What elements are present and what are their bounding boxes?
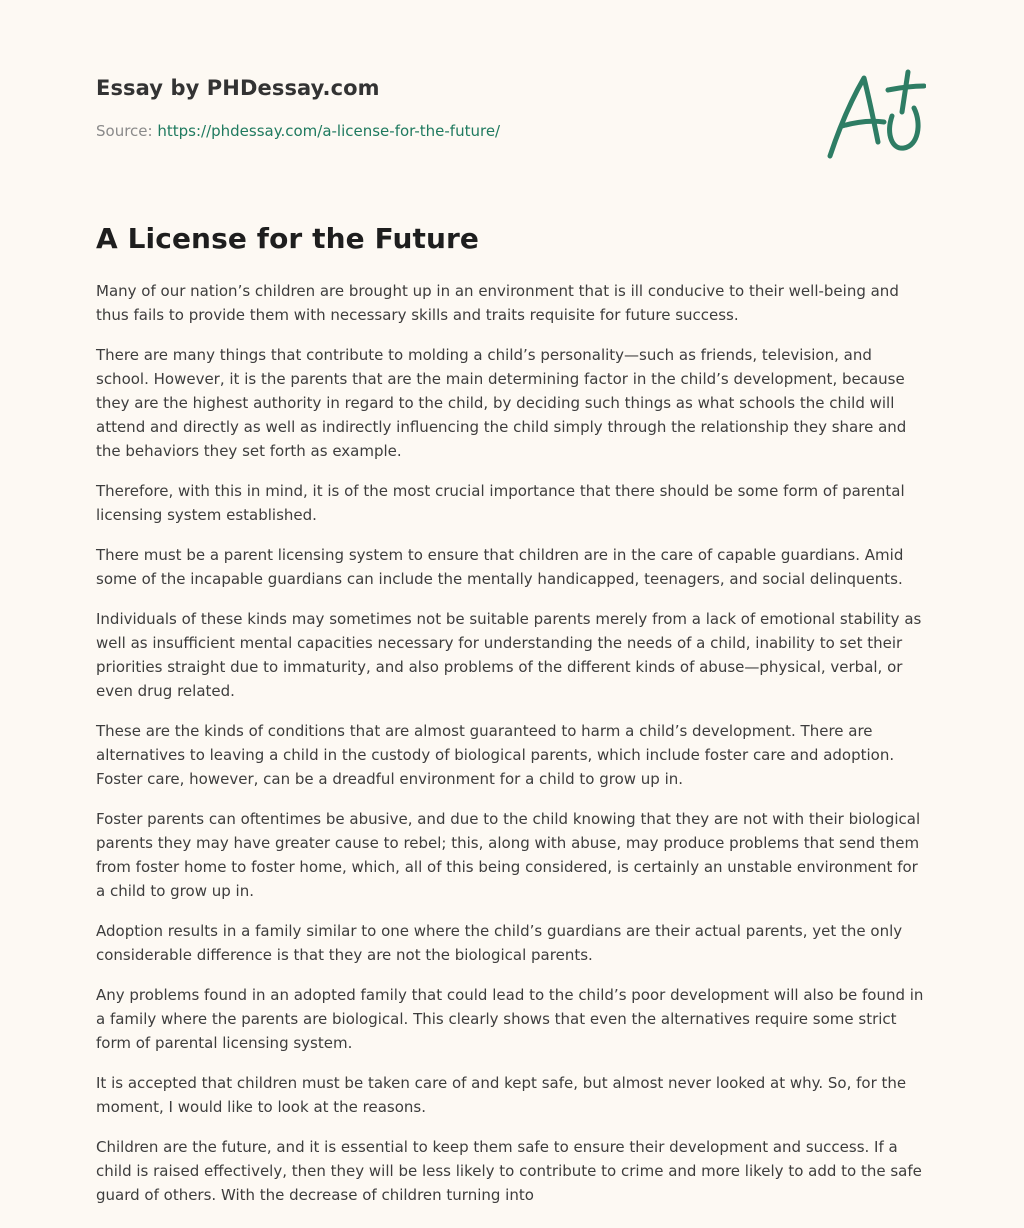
- essay-paragraph-5: Individuals of these kinds may sometimes not be suitable parents merely from a lack of emotional stability as well as insufficient mental capacities necessary for understanding the needs of a child, inability to set their priorities straight due to immaturity, and also problems of the different kinds of abuse—physical, verbal, or even drug related.: [96, 610, 922, 700]
- essay-title: A License for the Future: [96, 222, 479, 255]
- essay-paragraph-9: Any problems found in an adopted family that could lead to the child’s poor development will also be found in a family where the parents are biological. This clearly shows that even the alternatives require some strict form of parental licensing system.: [96, 986, 924, 1052]
- essay-paragraph-8: Adoption results in a family similar to one where the child’s guardians are their actual parents, yet the only considerable difference is that they are not the biological parents.: [96, 922, 903, 964]
- essay-paragraph-2: There are many things that contribute to molding a child’s personality—such as friends, television, and school. However, it is the parents that are the main determining factor in the child’s development, because they are the highest authority in regard to the child, by deciding such things as what schools the child will attend and directly as well as indirectly influencing the child simply through the relationship they share and the behaviors they set forth as example.: [96, 346, 907, 460]
- essay-paragraph-7: Foster parents can oftentimes be abusive, and due to the child knowing that they are not with their biological parents they may have greater cause to rebel; this, along with abuse, may produce problems that send them from foster home to foster home, which, all of this being considered, is certainly an unstable environment for a child to grow up in.: [96, 810, 921, 900]
- essay-paragraph-1: Many of our nation’s children are brought up in an environment that is ill conducive to their well-being and thus fails to provide them with necessary skills and traits requisite for future success.: [96, 282, 899, 324]
- essay-paragraph-6: These are the kinds of conditions that are almost guaranteed to harm a child’s development. There are alternatives to leaving a child in the custody of biological parents, which include foster care and adoption. Foster care, however, can be a dreadful environment for a child to grow up in.: [96, 722, 895, 788]
- a-plus-logo-icon: [822, 68, 926, 164]
- page-header: [96, 76, 926, 176]
- source-label: Source:: [96, 122, 153, 140]
- source-link[interactable]: https://phdessay.com/a-license-for-the-future/: [157, 122, 501, 140]
- essay-paragraph-3: Therefore, with this in mind, it is of the most crucial importance that there should be some form of parental licensing system established.: [96, 482, 905, 524]
- essay-paragraph-4: There must be a parent licensing system to ensure that children are in the care of capable guardians. Amid some of the incapable guardians can include the mentally handicapped, teenagers, and social delinquents.: [96, 546, 904, 588]
- essay-article: [96, 222, 928, 1223]
- essay-paragraph-11: Children are the future, and it is essential to keep them safe to ensure their development and success. If a child is raised effectively, then they will be less likely to contribute to crime and more likely to add to the safe guard of others. With the decrease of children turning into: [96, 1138, 922, 1204]
- source-line: [96, 122, 926, 140]
- essay-paragraph-10: It is accepted that children must be taken care of and kept safe, but almost never looked at why. So, for the moment, I would like to look at the reasons.: [96, 1074, 907, 1116]
- site-title: Essay by PHDessay.com: [96, 76, 380, 100]
